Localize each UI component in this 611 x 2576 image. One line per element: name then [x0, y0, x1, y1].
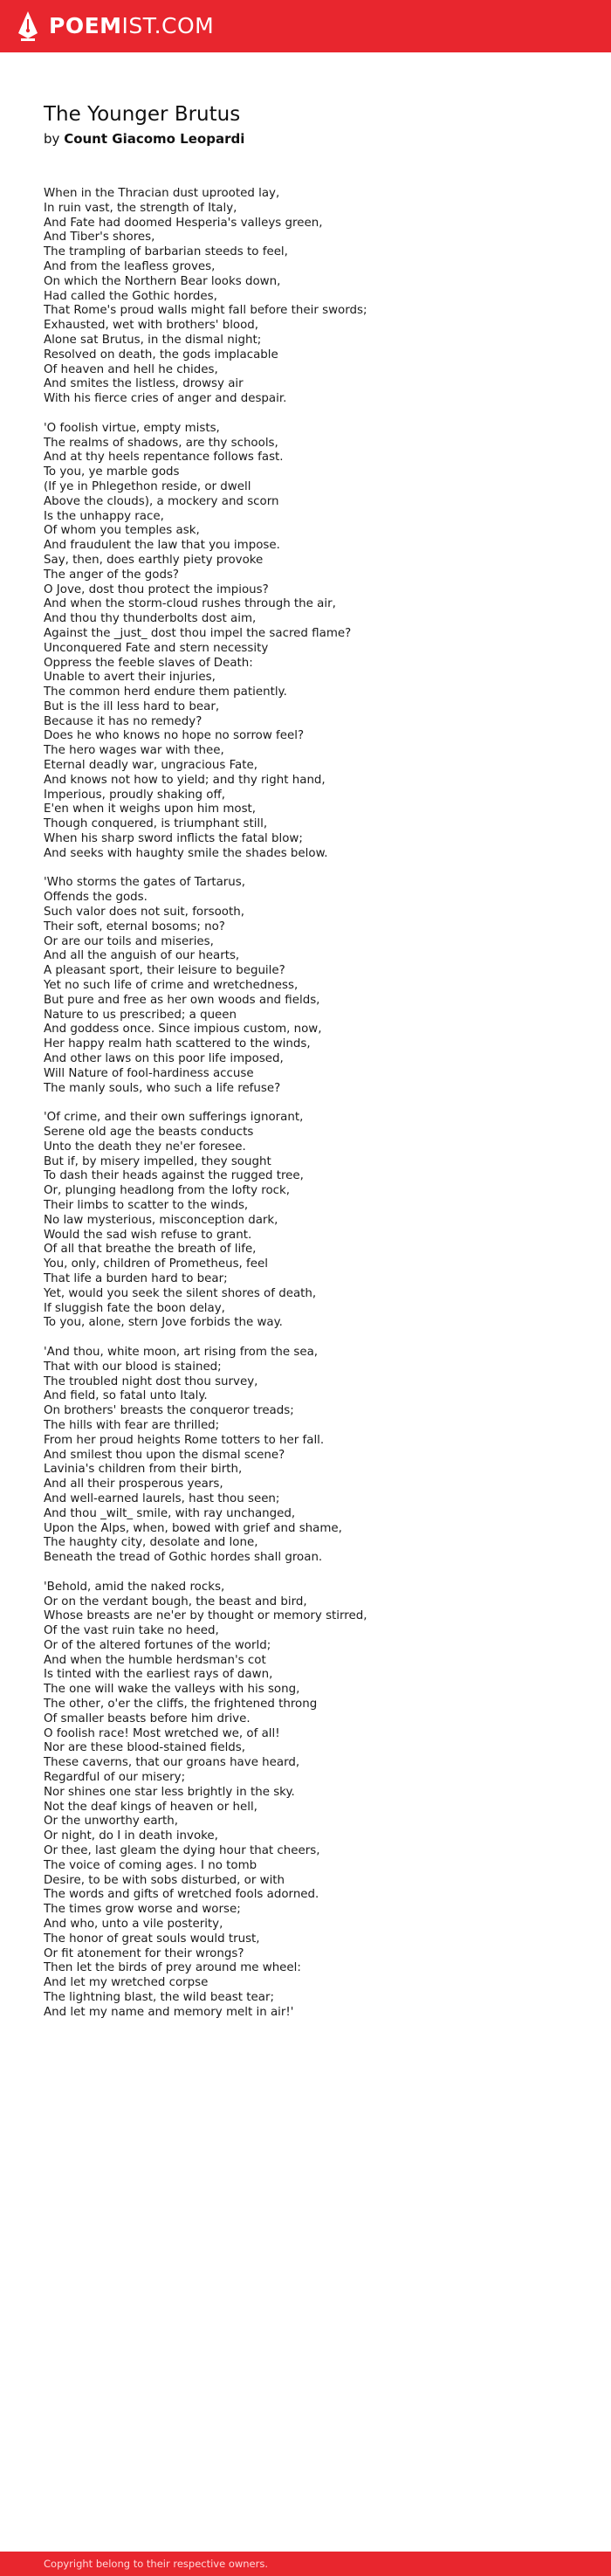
poem-line: The common herd endure them patiently.: [44, 685, 287, 699]
poem-line: You, only, children of Prometheus, feel: [44, 1257, 268, 1271]
poem-line: Offends the gods.: [44, 891, 148, 905]
poem-line: And Fate had doomed Hesperia's valleys green,: [44, 216, 323, 230]
poem-line: The lightning blast, the wild beast tear;: [44, 1991, 274, 2005]
poem-line: But pure and free as her own woods and fields,: [44, 993, 320, 1007]
poem-stanza: [44, 1346, 585, 1566]
poem-line: From her proud heights Rome totters to her fall.: [44, 1433, 325, 1447]
poem-line: The realms of shadows, are thy schools,: [44, 436, 278, 450]
poem-line: The anger of the gods?: [44, 568, 180, 582]
poem-line: The times grow worse and worse;: [44, 1903, 241, 1917]
poem-line: The other, o'er the cliffs, the frightened throng: [44, 1698, 318, 1712]
poem-line: 'O foolish virtue, empty mists,: [44, 421, 220, 435]
poem-line: That with our blood is stained;: [44, 1360, 222, 1374]
poem-line: And at thy heels repentance follows fast.: [44, 451, 284, 465]
poem-line: And well-earned laurels, hast thou seen;: [44, 1491, 280, 1505]
poem-line: That life a burden hard to bear;: [44, 1271, 228, 1285]
poem-line: Then let the birds of prey around me wheel:: [44, 1961, 301, 1975]
poem-line: And let my wretched corpse: [44, 1976, 209, 1990]
poem-line: Or, plunging headlong from the lofty rock,: [44, 1184, 291, 1198]
poem-line: And fraudulent the law that you impose.: [44, 539, 280, 553]
poem-line: The trampling of barbarian steeds to feel,: [44, 245, 288, 259]
poem-line: Or on the verdant bough, the beast and bird,: [44, 1595, 307, 1608]
footer-bar: [0, 2552, 611, 2576]
poem-line: Eternal deadly war, ungracious Fate,: [44, 759, 258, 773]
site-logo[interactable]: [17, 11, 214, 41]
poem-line: Of whom you temples ask,: [44, 524, 200, 538]
poem-line: Against the _just_ dost thou impel the sacred flame?: [44, 626, 352, 640]
poem-line: The haughty city, desolate and lone,: [44, 1536, 258, 1550]
copyright-text: Copyright belong to their respective owners.: [44, 2558, 269, 2570]
poem-line: And when the storm-cloud rushes through the air,: [44, 597, 336, 611]
poem-line: Would the sad wish refuse to grant.: [44, 1228, 252, 1242]
poem-line: And smilest thou upon the dismal scene?: [44, 1448, 285, 1462]
poem-line: Nor shines one star less brightly in the sky.: [44, 1785, 295, 1799]
poem-line: 'Behold, amid the naked rocks,: [44, 1580, 225, 1594]
poem-line: The troubled night dost thou survey,: [44, 1374, 258, 1388]
poem-line: Or are our toils and miseries,: [44, 934, 214, 948]
poem-line: The honor of great souls would trust,: [44, 1932, 260, 1946]
poem-line: Regardful of our misery;: [44, 1771, 186, 1785]
poem-line: And from the leafless groves,: [44, 259, 216, 273]
poem-line: Such valor does not suit, forsooth,: [44, 906, 244, 920]
poem-line: Does he who knows no hope no sorrow feel?: [44, 729, 305, 743]
poem-line: Of all that breathe the breath of life,: [44, 1243, 257, 1257]
logo-text-light: IST.COM: [121, 13, 215, 38]
poem-line: And let my name and memory melt in air!': [44, 2005, 294, 2019]
poem-line: Unconquered Fate and stern necessity: [44, 641, 269, 655]
poem-line: Or night, do I in death invoke,: [44, 1829, 218, 1843]
poem-line: Her happy realm hath scattered to the winds,: [44, 1037, 311, 1051]
poem-line: Exhausted, wet with brothers' blood,: [44, 319, 259, 333]
poem-line: Of heaven and hell he chides,: [44, 362, 218, 376]
poem-line: Yet, would you seek the silent shores of death,: [44, 1286, 317, 1300]
poem-line: And seeks with haughty smile the shades below.: [44, 846, 328, 860]
poem-line: When in the Thracian dust uprooted lay,: [44, 187, 280, 200]
poem-line: Oppress the feeble slaves of Death:: [44, 656, 253, 670]
poem-line: Is tinted with the earliest rays of dawn,: [44, 1668, 273, 1682]
poem-line: And other laws on this poor life imposed,: [44, 1052, 284, 1066]
poem-line: Because it has no remedy?: [44, 714, 203, 728]
poem-line: The manly souls, who such a life refuse?: [44, 1081, 281, 1095]
poem-line: A pleasant sport, their leisure to beguile?: [44, 964, 285, 978]
poem-line: 'Who storms the gates of Tartarus,: [44, 876, 245, 890]
poem-line: When his sharp sword inflicts the fatal blow;: [44, 832, 303, 846]
poem-line: On which the Northern Bear looks down,: [44, 274, 281, 288]
poem-line: 'And thou, white moon, art rising from the sea,: [44, 1345, 319, 1359]
poem-line: Or the unworthy earth,: [44, 1815, 179, 1829]
poem-stanza: [44, 422, 585, 862]
poem-line: Upon the Alps, when, bowed with grief and shame,: [44, 1521, 342, 1535]
poem-line: Whose breasts are ne'er by thought or memory stirred,: [44, 1609, 367, 1623]
by-label: by: [44, 131, 60, 147]
poem-line: Nature to us prescribed; a queen: [44, 1008, 237, 1022]
poem-body: [44, 187, 585, 2035]
logo-text-bold: POEM: [49, 13, 122, 38]
poem-line: Of the vast ruin take no heed,: [44, 1624, 219, 1638]
poem-line: That Rome's proud walls might fall before their swords;: [44, 304, 367, 318]
poem-line: Imperious, proudly shaking off,: [44, 788, 225, 802]
poem-line: Is the unhappy race,: [44, 509, 164, 523]
poem-line: And goddess once. Since impious custom, now,: [44, 1023, 322, 1037]
poem-line: With his fierce cries of anger and despair.: [44, 392, 287, 406]
poem-line: And smites the listless, drowsy air: [44, 377, 244, 391]
poem-line: The hero wages war with thee,: [44, 744, 224, 758]
poem-line: And Tiber's shores,: [44, 231, 155, 245]
poem-byline: [44, 130, 244, 148]
poem-line: The voice of coming ages. I no tomb: [44, 1858, 257, 1872]
poem-line: (If ye in Phlegethon reside, or dwell: [44, 479, 251, 493]
poem-line: Unto the death they ne'er foresee.: [44, 1140, 246, 1154]
poem-line: And all the anguish of our hearts,: [44, 949, 240, 963]
poem-line: On brothers' breasts the conqueror treads;: [44, 1404, 294, 1418]
poem-stanza: [44, 876, 585, 1096]
poem-line: And who, unto a vile posterity,: [44, 1918, 223, 1932]
pen-nib-icon: [17, 11, 38, 41]
poem-line: Will Nature of fool-hardiness accuse: [44, 1066, 254, 1080]
poem-line: 'Of crime, and their own sufferings ignorant,: [44, 1111, 304, 1125]
poem-line: If sluggish fate the boon delay,: [44, 1301, 225, 1315]
poem-line: Yet no such life of crime and wretchedness,: [44, 979, 299, 993]
poem-line: And thou _wilt_ smile, with ray unchanged,: [44, 1506, 296, 1520]
poem-line: Unable to avert their injuries,: [44, 671, 216, 685]
poem-line: Beneath the tread of Gothic hordes shall groan.: [44, 1551, 323, 1565]
poem-stanza: [44, 1111, 585, 1331]
poem-line: Their soft, eternal bosoms; no?: [44, 920, 225, 933]
poem-line: And knows not how to yield; and thy right hand,: [44, 773, 326, 787]
poem-line: Their limbs to scatter to the winds,: [44, 1198, 249, 1212]
poem-line: The hills with fear are thrilled;: [44, 1418, 220, 1432]
poem-line: The words and gifts of wretched fools adorned.: [44, 1888, 319, 1902]
poem-line: Had called the Gothic hordes,: [44, 289, 217, 303]
top-bar: [0, 0, 611, 52]
poem-line: O foolish race! Most wretched we, of all!: [44, 1726, 280, 1740]
poem-line: Serene old age the beasts conducts: [44, 1126, 254, 1139]
poem-line: Resolved on death, the gods implacable: [44, 348, 278, 362]
poem-line: And all their prosperous years,: [44, 1477, 223, 1491]
logo-wordmark: [49, 11, 214, 41]
author-link[interactable]: Count Giacomo Leopardi: [64, 131, 245, 147]
poem-line: In ruin vast, the strength of Italy,: [44, 201, 237, 215]
poem-line: The one will wake the valleys with his song,: [44, 1683, 300, 1697]
poem-line: Desire, to be with sobs disturbed, or with: [44, 1873, 285, 1887]
poem-line: Lavinia's children from their birth,: [44, 1463, 243, 1477]
poem-line: Though conquered, is triumphant still,: [44, 817, 268, 831]
poem-line: Of smaller beasts before him drive.: [44, 1712, 251, 1725]
poem-line: And field, so fatal unto Italy.: [44, 1389, 208, 1403]
poem-line: Alone sat Brutus, in the dismal night;: [44, 333, 262, 347]
poem-line: Not the deaf kings of heaven or hell,: [44, 1800, 257, 1814]
poem-title: The Younger Brutus: [44, 103, 241, 126]
poem-stanza: [44, 187, 585, 407]
poem-line: To dash their heads against the rugged tree,: [44, 1169, 304, 1183]
poem-line: Or of the altered fortunes of the world;: [44, 1638, 271, 1652]
poem-line: Or fit atonement for their wrongs?: [44, 1946, 244, 1960]
poem-line: These caverns, that our groans have heard,: [44, 1756, 300, 1770]
poem-line: To you, ye marble gods: [44, 465, 180, 479]
poem-line: Or thee, last gleam the dying hour that cheers,: [44, 1844, 320, 1858]
poem-line: No law mysterious, misconception dark,: [44, 1213, 278, 1227]
poem-line: Nor are these blood-stained fields,: [44, 1741, 246, 1755]
poem-line: E'en when it weighs upon him most,: [44, 802, 257, 816]
poem-stanza: [44, 1581, 585, 2021]
poem-line: And when the humble herdsman's cot: [44, 1653, 266, 1667]
poem-line: And thou thy thunderbolts dost aim,: [44, 612, 257, 626]
poem-line: To you, alone, stern Jove forbids the way.: [44, 1316, 283, 1330]
poem-line: But if, by misery impelled, they sought: [44, 1154, 271, 1168]
poem-line: Say, then, does earthly piety provoke: [44, 553, 264, 567]
poem-line: Above the clouds), a mockery and scorn: [44, 494, 279, 508]
poem-line: But is the ill less hard to bear,: [44, 699, 220, 713]
poem-line: O Jove, dost thou protect the impious?: [44, 582, 269, 596]
